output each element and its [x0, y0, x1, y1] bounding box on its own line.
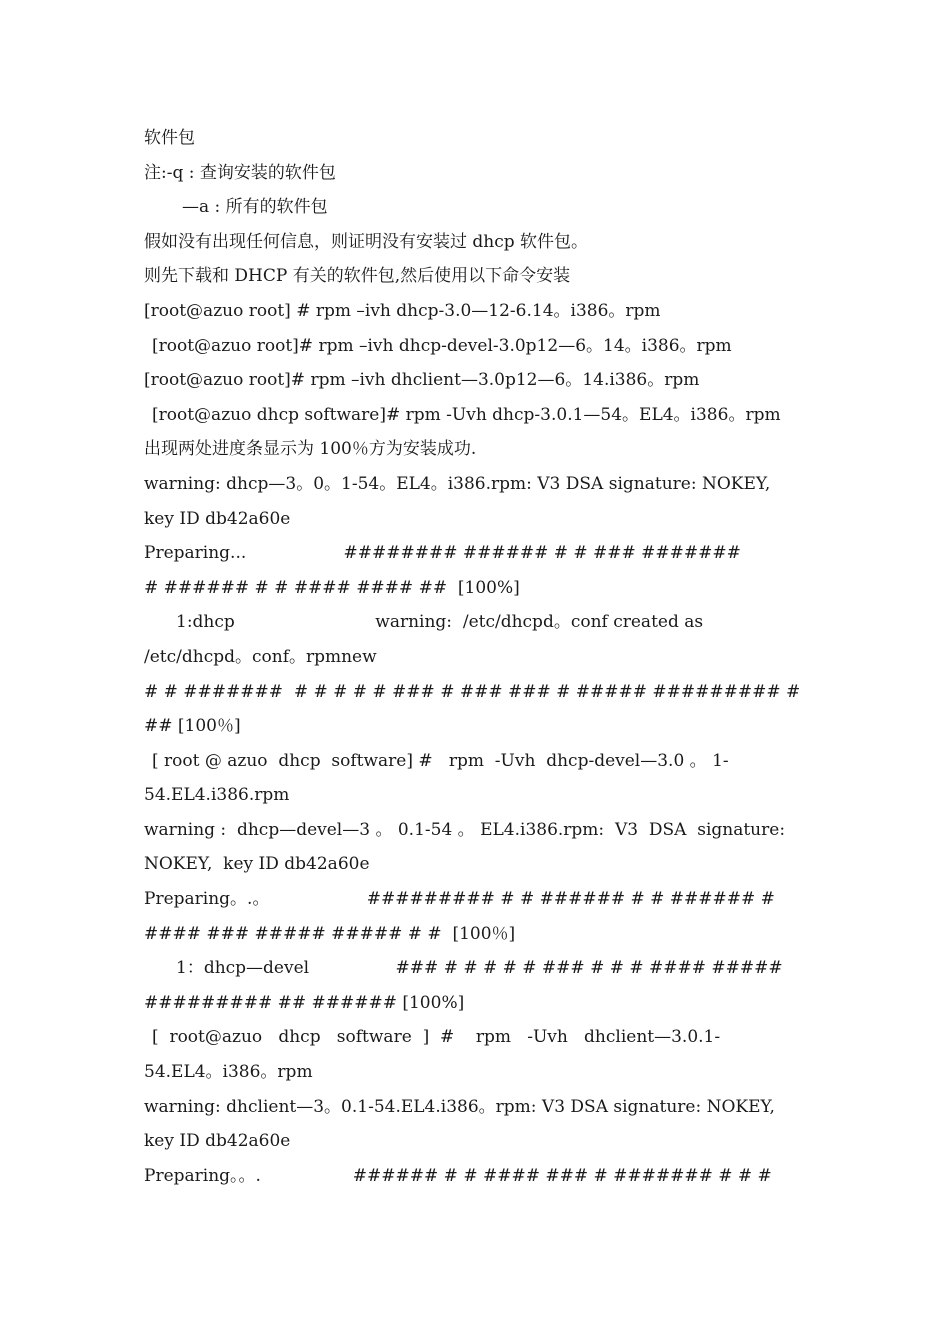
command-line: 54.EL4。i386。rpm — [144, 1062, 313, 1083]
text-line: 假如没有出现任何信息，则证明没有安装过 dhcp 软件包。 — [144, 231, 589, 252]
document-body — [144, 121, 808, 1193]
text-line: 软件包 — [144, 128, 195, 148]
output-line: # # ####### # # # # # ### # ### ### # ##### ######### # — [144, 681, 801, 702]
output-line: /etc/dhcpd。conf。rpmnew — [144, 646, 377, 667]
output-line: ######### ## ###### [100%] — [144, 992, 465, 1013]
output-line: warning : dhcp—devel—3 。 0.1-54 。 EL4.i386.rpm: V3 DSA signature: — [144, 819, 786, 840]
text-line: 注:-q : 查询安装的软件包 — [144, 162, 336, 183]
command-line: [root@azuo dhcp software]# rpm -Uvh dhcp-3.0.1—54。EL4。i386。rpm — [152, 404, 781, 425]
output-line: # ###### # # #### #### ## [100%] — [144, 577, 520, 598]
command-line: [root@azuo root]# rpm –ivh dhclient—3.0p12—6。14.i386。rpm — [144, 370, 700, 391]
output-line: ## [100％] — [144, 716, 241, 737]
output-line: NOKEY, key ID db42a60e — [144, 854, 370, 875]
output-line: 1：dhcp—devel ### # # # # # ### # # # #### ##### — [176, 958, 783, 979]
output-line: Preparing... ######## ###### # # ### ####### — [144, 543, 741, 564]
output-line: warning: dhclient—3。0.1-54.EL4.i386。rpm: V3 DSA signature: NOKEY, — [144, 1096, 775, 1117]
command-line: [root@azuo root] # rpm –ivh dhcp-3.0—12-6.14。i386。rpm — [144, 300, 661, 321]
output-line: 1:dhcp warning: /etc/dhcpd。conf created as — [176, 612, 704, 633]
command-line: [ root @ azuo dhcp software] # rpm -Uvh dhcp-devel—3.0 。 1- — [152, 750, 729, 771]
output-line: key ID db42a60e — [144, 1131, 291, 1152]
output-line: #### ### ##### ##### # # [100％] — [144, 923, 516, 944]
output-line: warning: dhcp—3。0。1-54。EL4。i386.rpm: V3 DSA signature: NOKEY, — [144, 473, 771, 494]
output-line: key ID db42a60e — [144, 508, 291, 529]
command-line: 54.EL4.i386.rpm — [144, 785, 290, 806]
text-line: 则先下载和 DHCP 有关的软件包,然后使用以下命令安装 — [144, 266, 571, 287]
command-line: [ root@azuo dhcp software ] # rpm -Uvh dhclient—3.0.1- — [152, 1027, 721, 1048]
output-line: Preparing。。. ###### # # #### ### # ####### # # # — [144, 1165, 772, 1186]
command-line: [root@azuo root]# rpm –ivh dhcp-devel-3.0p12—6。14。i386。rpm — [152, 335, 732, 356]
output-line: Preparing。.。 ######### # # ###### # # ###### # — [144, 889, 775, 910]
text-line: —a : 所有的软件包 — [182, 197, 328, 218]
text-line: 出现两处进度条显示为 100％方为安装成功. — [144, 439, 477, 460]
